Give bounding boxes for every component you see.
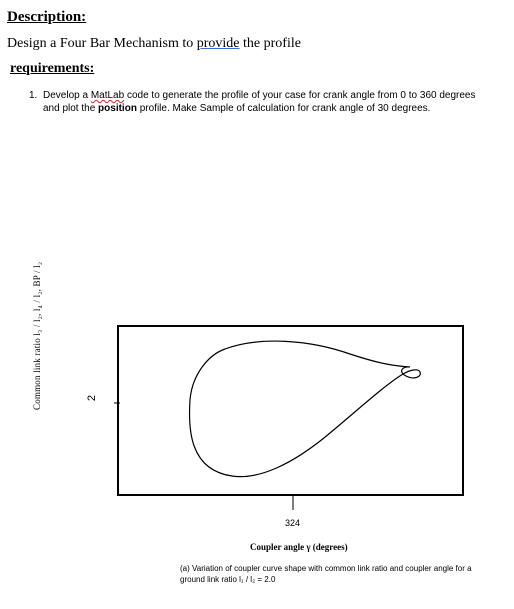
item-text-matlab: MatLab <box>90 90 125 101</box>
list-item-text <box>43 90 483 115</box>
x-tick-label: 324 <box>285 518 301 528</box>
item-text-middle: code to generate the profile of your case for crank angle from 0 to 360 degrees and plot the <box>43 90 476 114</box>
item-text-start: Develop a <box>43 90 91 101</box>
coupler-curve-figure <box>0 261 514 609</box>
design-text-provide: provide <box>196 36 240 51</box>
description-title: Description: <box>7 9 87 25</box>
y-tick-label: 2 <box>86 394 99 402</box>
list-item-number: 1. <box>29 90 38 101</box>
y-axis-label: Common link ratio l₃ / l₂, l₄ / l₂, BP / l₂ <box>32 261 42 410</box>
item-text-bold: position <box>98 102 137 114</box>
design-statement <box>7 36 301 52</box>
design-text-start: Design a Four Bar Mechanism to <box>7 36 197 51</box>
design-text-end: the profile <box>239 36 301 51</box>
plot-frame <box>117 325 464 496</box>
requirements-heading: requirements: <box>10 61 95 76</box>
x-axis-label: Coupler angle γ (degrees) <box>250 542 348 552</box>
item-text-end: profile. Make Sample of calculation for crank angle of 30 degrees. <box>136 102 431 114</box>
figure-caption: (a) Variation of coupler curve shape with common link ratio and coupler angle for a ground link ratio l₁ / l₂ = 2.0 <box>180 564 472 584</box>
